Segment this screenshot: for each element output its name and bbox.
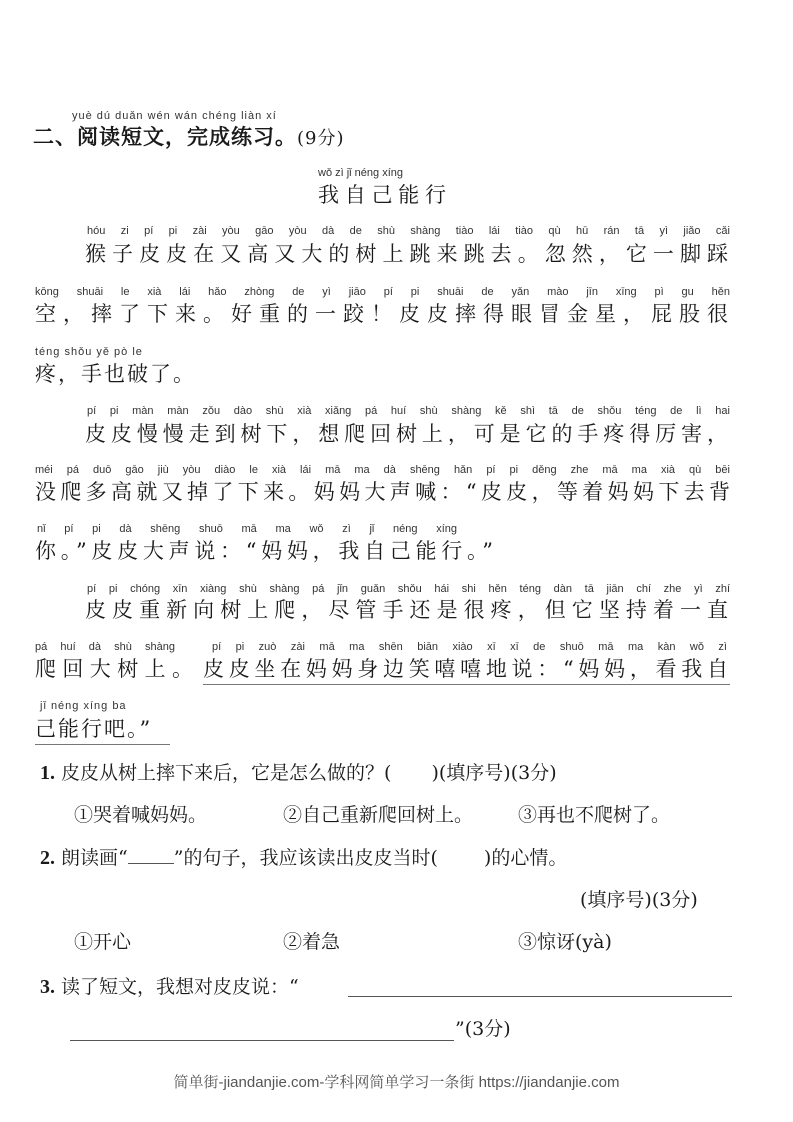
question-number: 1.	[40, 762, 55, 784]
section-pinyin: yuè dú duǎn wén wán chéng liàn xí	[72, 110, 277, 122]
question-2	[40, 846, 567, 870]
pinyin-line: méi pá duō gāo jiù yòu diào le xià lái mā ma dà shēng hǎn pí pi děng zhe mā ma xià qù bēi	[35, 464, 730, 476]
pinyin-line: pí pi màn màn zǒu dào shù xià xiǎng pá huí shù shàng kě shì tā de shǒu téng de lì hai	[87, 405, 730, 417]
answer-line[interactable]	[348, 996, 732, 997]
question-number: 2.	[40, 847, 55, 869]
question-text: 读了短文，我想对皮皮说：“	[61, 976, 299, 998]
pinyin-line: kōng shuāi le xià lái hǎo zhòng de yì jiāo pí pi shuāi de yǎn mào jīn xīng pì gu hěn	[35, 286, 730, 298]
pinyin-line: pí pi chóng xīn xiàng shù shàng pá jǐn guǎn shǒu hái shi hěn téng dàn tā jiān chí zhe yì zhí	[87, 583, 730, 595]
underlined-sentence: 皮皮坐在妈妈身边笑嘻嘻地说：“妈妈，看我自	[203, 656, 730, 685]
section-title: 二、阅读短文，完成练习。	[33, 124, 297, 149]
question-1	[40, 761, 557, 785]
text-line: 你。”皮皮大声说：“妈妈，我自己能行。”	[35, 539, 495, 563]
section-heading	[33, 124, 345, 150]
underline-sample	[128, 863, 174, 864]
question-note: )(填序号)(3分)	[431, 762, 557, 784]
story-title: 我自己能行	[318, 183, 448, 207]
option: ①开心	[74, 931, 132, 953]
option: ①哭着喊妈妈。	[74, 804, 208, 826]
text-line: 疼，手也破了。	[35, 362, 196, 386]
question-text: )的心情。	[483, 847, 568, 869]
underlined-sentence-end: 己能行吧。”	[35, 716, 170, 745]
option: ②着急	[283, 931, 341, 953]
question-text: 朗读画“	[61, 847, 128, 869]
text-line: 没爬多高就又掉了下来。妈妈大声喊：“皮皮，等着妈妈下去背	[35, 480, 730, 504]
pinyin-line: hóu zi pí pi zài yòu gāo yòu dà de shù shàng tiào lái tiào qù hū rán tā yì jiǎo cǎi	[87, 225, 730, 237]
pinyin-line: téng shǒu yě pò le	[35, 346, 143, 358]
option: ③再也不爬树了。	[518, 804, 671, 826]
text-line: 皮皮慢慢走到树下，想爬回树上，可是它的手疼得厉害，	[85, 422, 730, 446]
question-text: ”的句子，我应该读出皮皮当时(	[173, 847, 438, 869]
option: ③惊讶(yà)	[518, 931, 612, 953]
text-line: 爬回大树上。	[35, 657, 195, 681]
section-score: (9分)	[297, 128, 345, 149]
question-3	[40, 975, 299, 999]
question-score: ”(3分)	[455, 1018, 511, 1040]
text-line: 猴子皮皮在又高又大的树上跳来跳去。忽然，它一脚踩	[85, 242, 730, 266]
text-line: 空，摔了下来。好重的一跤！皮皮摔得眼冒金星，屁股很	[35, 302, 730, 326]
pinyin-line: pá huí dà shù shàng	[35, 641, 175, 653]
pinyin-line: pí pi zuò zài mā ma shēn biān xiào xī xī de shuō mā ma kàn wǒ zì	[212, 641, 727, 653]
option: ②自己重新爬回树上。	[283, 804, 474, 826]
question-text: 皮皮从树上摔下来后，它是怎么做的？(	[61, 762, 392, 784]
question-number: 3.	[40, 976, 55, 998]
pinyin-line: jǐ néng xíng ba	[40, 700, 127, 712]
footer-watermark: 简单街-jiandanjie.com-学科网简单学习一条街 https://jiandanjie.com	[173, 1074, 620, 1091]
text-line: 皮皮重新向树上爬，尽管手还是很疼，但它坚持着一直	[85, 598, 730, 622]
pinyin-line: nǐ pí pi dà shēng shuō mā ma wǒ zì jǐ néng xíng	[37, 523, 457, 535]
story-title-pinyin: wǒ zì jǐ néng xíng	[318, 167, 403, 179]
question-note: (填序号)(3分)	[580, 889, 698, 911]
answer-line[interactable]	[70, 1040, 454, 1041]
